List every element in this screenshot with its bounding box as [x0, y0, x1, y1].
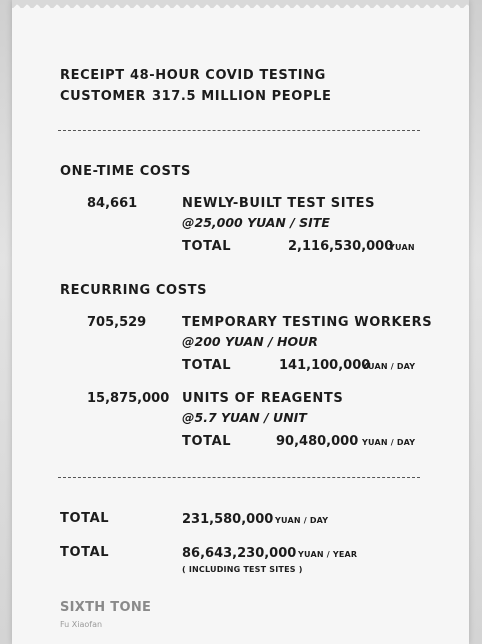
workers-qty: 705,529: [87, 315, 147, 330]
test-sites-total-unit: YUAN: [389, 243, 415, 252]
receipt-value: 48-HOUR COVID TESTING: [130, 68, 326, 83]
reagents-total-value: 90,480,000: [276, 434, 359, 449]
author-credit: Fu Xiaofan: [60, 620, 103, 629]
test-sites-total-value: 2,116,530,000: [288, 239, 394, 254]
workers-total-value: 141,100,000: [279, 358, 371, 373]
yearly-total-label: TOTAL: [60, 545, 110, 560]
workers-total-unit: YUAN / DAY: [362, 362, 416, 371]
recurring-costs-title: RECURRING COSTS: [60, 283, 208, 298]
test-sites-name: NEWLY-BUILT TEST SITES: [182, 196, 376, 211]
divider-2: [58, 477, 420, 478]
reagents-total-unit: YUAN / DAY: [362, 438, 416, 447]
workers-name: TEMPORARY TESTING WORKERS: [182, 315, 433, 330]
workers-total-label: TOTAL: [182, 358, 232, 373]
yearly-total-unit: YUAN / YEAR: [298, 550, 358, 559]
daily-total-unit: YUAN / DAY: [275, 516, 329, 525]
daily-total-label: TOTAL: [60, 511, 110, 526]
brand-logo-text: SIXTH TONE: [60, 600, 152, 615]
one-time-costs-title: ONE-TIME COSTS: [60, 164, 191, 179]
test-sites-qty: 84,661: [87, 196, 138, 211]
reagents-name: UNITS OF REAGENTS: [182, 391, 344, 406]
test-sites-total-label: TOTAL: [182, 239, 232, 254]
workers-rate: @200 YUAN / HOUR: [182, 334, 318, 349]
yearly-total-value: 86,643,230,000: [182, 546, 297, 561]
daily-total-value: 231,580,000: [182, 512, 274, 527]
customer-value: 317.5 MILLION PEOPLE: [152, 89, 332, 104]
receipt-torn-edge: [12, 0, 469, 8]
customer-label: CUSTOMER: [60, 89, 147, 104]
receipt-label: RECEIPT: [60, 68, 125, 83]
reagents-rate: @5.7 YUAN / UNIT: [182, 410, 307, 425]
reagents-total-label: TOTAL: [182, 434, 232, 449]
reagents-qty: 15,875,000: [87, 391, 170, 406]
yearly-total-note: ( INCLUDING TEST SITES ): [182, 565, 303, 574]
test-sites-rate: @25,000 YUAN / SITE: [182, 215, 330, 230]
divider-1: [58, 130, 420, 131]
